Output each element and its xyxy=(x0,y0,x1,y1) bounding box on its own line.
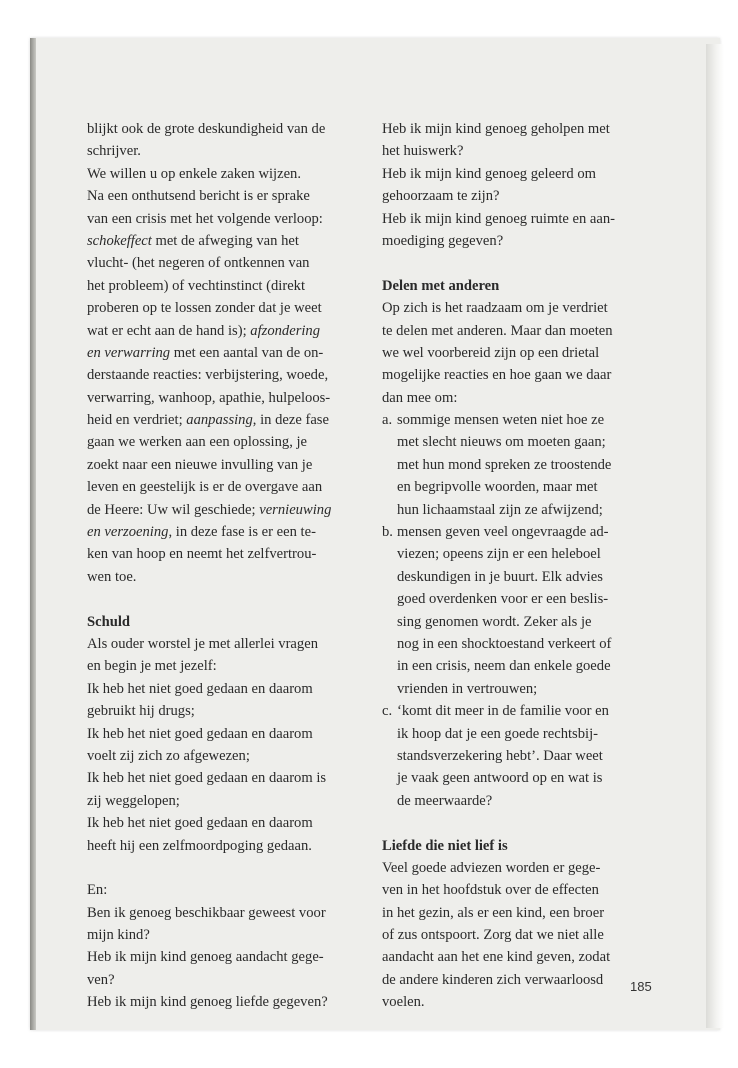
phase-term-isolation: afzondering xyxy=(250,322,321,339)
text-line: we wel voorbereid zijn op een drietal xyxy=(382,344,600,361)
text-line: gaan we werken aan een oplossing, je xyxy=(87,434,308,451)
text-line: het probleem) of vechtinstinct (direkt xyxy=(87,277,306,294)
text-line: en verzoening, in deze fase is er een te- xyxy=(87,524,316,541)
left-column xyxy=(87,118,369,1014)
list-item-a xyxy=(382,409,664,521)
text-line: heeft hij een zelfmoordpoging gedaan. xyxy=(87,837,312,854)
text-line: Ik heb het niet goed gedaan en daarom xyxy=(87,815,313,832)
text-line: ven in het hoofdstuk over de effecten xyxy=(382,882,599,899)
text-line: het huiswerk? xyxy=(382,143,464,160)
text-line: ik hoop dat je een goede rechtsbij- xyxy=(397,725,598,742)
right-column xyxy=(382,118,664,1014)
en-label: En: xyxy=(87,882,108,899)
text-line: blijkt ook de grote deskundigheid van de xyxy=(87,121,326,137)
text-line: en begripvolle woorden, maar met xyxy=(397,479,598,496)
text-line: Heb ik mijn kind genoeg ruimte en aan- xyxy=(382,210,616,227)
text-line: voelt zij zich zo afgewezen; xyxy=(87,747,250,764)
text-line: en verwarring met een aantal van de on- xyxy=(87,344,324,361)
text-line: Heb ik mijn kind genoeg geleerd om xyxy=(382,165,596,182)
text-line: viezen; opeens zijn er een heleboel xyxy=(397,546,601,563)
list-item-b xyxy=(382,521,664,700)
section-heading-schuld: Schuld xyxy=(87,613,130,630)
text-line: Heb ik mijn kind genoeg geholpen met xyxy=(382,121,610,137)
text-line: vrienden in vertrouwen; xyxy=(397,680,538,697)
text-line: mijn kind? xyxy=(87,927,150,944)
text-line: Ik heb het niet goed gedaan en daarom xyxy=(87,725,313,742)
text-line: je vaak geen antwoord op en wat is xyxy=(397,770,603,787)
text-line: gebruikt hij drugs; xyxy=(87,703,195,720)
text-line: sommige mensen weten niet hoe ze xyxy=(397,412,605,429)
phase-term-renewal: vernieuwing xyxy=(259,501,332,518)
phase-term-confusion: en verwarring xyxy=(87,344,171,361)
text-line: Heb ik mijn kind genoeg liefde gegeven? xyxy=(87,994,328,1011)
text-line: met slecht nieuws om moeten gaan; xyxy=(397,434,606,451)
text-line: te delen met anderen. Maar dan moeten xyxy=(382,322,613,339)
list-marker: c. xyxy=(382,703,393,720)
text-line: mogelijke reacties en hoe gaan we daar xyxy=(382,367,612,384)
text-line: leven en geestelijk is er de overgave aan xyxy=(87,479,323,496)
text-line: standsverzekering hebt’. Daar weet xyxy=(397,747,603,764)
list-marker: a. xyxy=(382,412,393,429)
text-line: derstaande reacties: verbijstering, woede, xyxy=(87,367,329,384)
text-line: Ik heb het niet goed gedaan en daarom xyxy=(87,680,313,697)
text-line: Op zich is het raadzaam om je verdriet xyxy=(382,300,608,317)
text-line: schokeffect met de afweging van het xyxy=(87,232,299,249)
text-line: ‘komt dit meer in de familie voor en xyxy=(397,703,609,720)
list-item-c xyxy=(382,700,664,812)
text-line: deskundigen in je buurt. Elk advies xyxy=(397,568,603,585)
page-number: 185 xyxy=(630,979,652,994)
text-line: zij weggelopen; xyxy=(87,792,180,809)
text-line: dan mee om: xyxy=(382,389,458,406)
text-line: en begin je met jezelf: xyxy=(87,658,217,675)
text-line: goed overdenken voor er een beslis- xyxy=(397,591,609,608)
text-line: hun lichaamstaal zijn ze afwijzend; xyxy=(397,501,603,518)
text-line: in het gezin, als er een kind, een broer xyxy=(382,904,605,921)
phase-term-adjustment: aanpassing xyxy=(186,412,253,429)
text-line: ken van hoop en neemt het zelfvertrou- xyxy=(87,546,317,563)
text-line: Heb ik mijn kind genoeg aandacht gege- xyxy=(87,949,324,966)
text-line: of zus ontspoort. Zorg dat we niet alle xyxy=(382,927,604,944)
text-line: Als ouder worstel je met allerlei vragen xyxy=(87,635,318,652)
text-line: voelen. xyxy=(382,994,425,1011)
text-line: zoekt naar een nieuwe invulling van je xyxy=(87,456,313,473)
text-line: schrijver. xyxy=(87,143,141,160)
text-line: Ik heb het niet goed gedaan en daarom is xyxy=(87,770,327,787)
text-line: met hun mond spreken ze troostende xyxy=(397,456,612,473)
text-line: gehoorzaam te zijn? xyxy=(382,188,500,205)
phase-term-reconciliation: en verzoening xyxy=(87,524,169,541)
text-line: in een crisis, neem dan enkele goede xyxy=(397,658,611,675)
text-line: Ben ik genoeg beschikbaar geweest voor xyxy=(87,904,326,921)
text-line: Na een onthutsend bericht is er sprake xyxy=(87,188,310,205)
list-marker: b. xyxy=(382,524,393,541)
text-line: ven? xyxy=(87,971,115,988)
text-line: aandacht aan het ene kind geven, zodat xyxy=(382,949,611,966)
text-line: de Heere: Uw wil geschiede; vernieuwing xyxy=(87,501,332,518)
text-line: van een crisis met het volgende verloop: xyxy=(87,210,323,227)
text-line: wen toe. xyxy=(87,568,137,585)
section-heading-liefde: Liefde die niet lief is xyxy=(382,837,508,854)
phase-term-shock: schokeffect xyxy=(87,232,152,249)
text-line: Veel goede adviezen worden er gege- xyxy=(382,859,601,876)
text-line: de andere kinderen zich verwaarloosd xyxy=(382,971,604,988)
section-heading-delen: Delen met anderen xyxy=(382,277,500,294)
text-line: vlucht- (het negeren of ontkennen van xyxy=(87,255,310,272)
text-line: proberen op te lossen zonder dat je weet xyxy=(87,300,322,317)
page-edge xyxy=(706,44,724,1028)
text-line: moediging gegeven? xyxy=(382,232,504,249)
text-line: mensen geven veel ongevraagde ad- xyxy=(397,524,609,541)
text-line: nog in een shocktoestand verkeert of xyxy=(397,635,612,652)
page-spine-shadow xyxy=(30,38,36,1030)
text-line: heid en verdriet; aanpassing, in deze fase xyxy=(87,412,329,429)
text-line: de meerwaarde? xyxy=(397,792,493,809)
text-line: wat er echt aan de hand is); afzondering xyxy=(87,322,321,339)
text-line: sing genomen wordt. Zeker als je xyxy=(397,613,592,630)
text-line: verwarring, wanhoop, apathie, hulpeloos- xyxy=(87,389,331,406)
text-line: We willen u op enkele zaken wijzen. xyxy=(87,165,301,182)
